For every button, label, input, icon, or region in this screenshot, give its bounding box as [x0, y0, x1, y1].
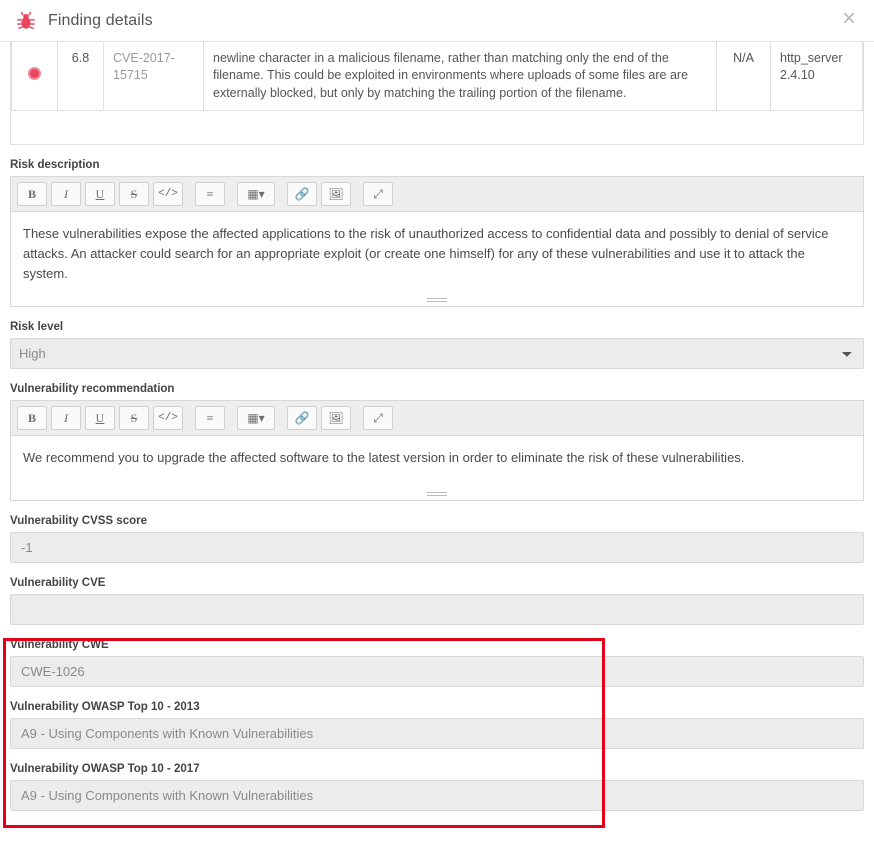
- text-format-group: [17, 406, 183, 430]
- risk-description-text[interactable]: These vulnerabilities expose the affected applications to the risk of unauthorized access to confidential data and possibly to denial of service attacks. An attacker could search for an appropriate exploit (or create one himself) for any of these vulnerabilities and use it to attack the system.: [23, 226, 829, 282]
- image-icon[interactable]: 🖼: [321, 182, 351, 206]
- bold-icon[interactable]: B: [17, 406, 47, 430]
- view-group: [363, 406, 393, 430]
- vulnerability-cve-input[interactable]: [10, 594, 864, 625]
- link-icon[interactable]: 🔗: [287, 406, 317, 430]
- table-group: [237, 182, 275, 206]
- text-format-group: [17, 182, 183, 206]
- underline-icon[interactable]: U: [85, 182, 115, 206]
- risk-description-resize-handle[interactable]: [11, 296, 863, 306]
- vulnerability-owasp-2017-input[interactable]: A9 - Using Components with Known Vulnerabilities: [10, 780, 864, 811]
- cvss-score-cell: 6.8: [58, 42, 104, 110]
- table-row[interactable]: [12, 42, 863, 110]
- port-cell: N/A: [717, 42, 771, 110]
- italic-icon[interactable]: I: [51, 406, 81, 430]
- risk-description-editor[interactable]: [10, 176, 864, 307]
- vulnerability-recommendation-label: Vulnerability recommendation: [10, 383, 175, 396]
- resize-grip-icon: [427, 492, 447, 498]
- resize-grip-icon: [427, 298, 447, 304]
- strikethrough-icon[interactable]: S: [119, 406, 149, 430]
- close-icon[interactable]: ×: [841, 4, 856, 32]
- table-icon[interactable]: ▦▾: [237, 182, 275, 206]
- bullet-list-icon[interactable]: ≡: [195, 406, 225, 430]
- description-cell: newline character in a malicious filename, rather than matching only the end of the filename. This could be exploited in environments where uploads of some files are are externally blocked, but only by matching the trailing portion of the filename.: [204, 42, 717, 110]
- list-group: [195, 182, 225, 206]
- risk-level-select[interactable]: [10, 338, 864, 369]
- code-icon[interactable]: </>: [153, 406, 183, 430]
- image-icon[interactable]: 🖼: [321, 406, 351, 430]
- vulnerability-cvss-score-label: Vulnerability CVSS score: [10, 515, 147, 528]
- risk-description-label: Risk description: [10, 159, 100, 171]
- fullscreen-icon[interactable]: ⤢: [363, 406, 393, 430]
- table-group: [237, 406, 275, 430]
- list-group: [195, 406, 225, 430]
- insert-group: [287, 406, 351, 430]
- vulnerability-recommendation-toolbar: [11, 401, 863, 436]
- vulnerability-cve-label: Vulnerability CVE: [10, 577, 106, 590]
- dialog-title: Finding details: [48, 11, 153, 29]
- vulnerability-recommendation-editor[interactable]: [10, 400, 864, 501]
- severity-critical-icon: [28, 67, 41, 80]
- table-icon[interactable]: ▦▾: [237, 406, 275, 430]
- code-icon[interactable]: </>: [153, 182, 183, 206]
- findings-table-container[interactable]: [10, 42, 864, 145]
- bug-icon: [14, 9, 38, 33]
- link-icon[interactable]: 🔗: [287, 182, 317, 206]
- cve-id: CVE-2017-15715: [113, 51, 175, 83]
- vulnerability-owasp-2017-label: Vulnerability OWASP Top 10 - 2017: [10, 763, 200, 776]
- fullscreen-icon[interactable]: ⤢: [363, 182, 393, 206]
- risk-description-toolbar: [11, 177, 863, 212]
- findings-table: [11, 42, 863, 111]
- dialog-body: [0, 42, 874, 811]
- service-cell: http_server 2.4.10: [771, 42, 863, 110]
- bullet-list-icon[interactable]: ≡: [195, 182, 225, 206]
- underline-icon[interactable]: U: [85, 406, 115, 430]
- view-group: [363, 182, 393, 206]
- severity-cell: [12, 42, 58, 110]
- vulnerability-owasp-2013-label: Vulnerability OWASP Top 10 - 2013: [10, 701, 200, 714]
- vulnerability-cvss-score-input[interactable]: -1: [10, 532, 864, 563]
- vulnerability-recommendation-text[interactable]: We recommend you to upgrade the affected software to the latest version in order to eliminate the risk of these vulnerabilities.: [23, 450, 745, 466]
- dialog-header: [0, 0, 874, 42]
- vulnerability-recommendation-resize-handle[interactable]: [11, 490, 863, 500]
- vulnerability-cwe-input[interactable]: CWE-1026: [10, 656, 864, 687]
- bold-icon[interactable]: B: [17, 182, 47, 206]
- vulnerability-owasp-2013-input[interactable]: A9 - Using Components with Known Vulnerabilities: [10, 718, 864, 749]
- risk-level-label: Risk level: [10, 321, 64, 334]
- insert-group: [287, 182, 351, 206]
- cve-cell: [104, 42, 204, 110]
- italic-icon[interactable]: I: [51, 182, 81, 206]
- vulnerability-cwe-label: Vulnerability CWE: [10, 639, 109, 652]
- strikethrough-icon[interactable]: S: [119, 182, 149, 206]
